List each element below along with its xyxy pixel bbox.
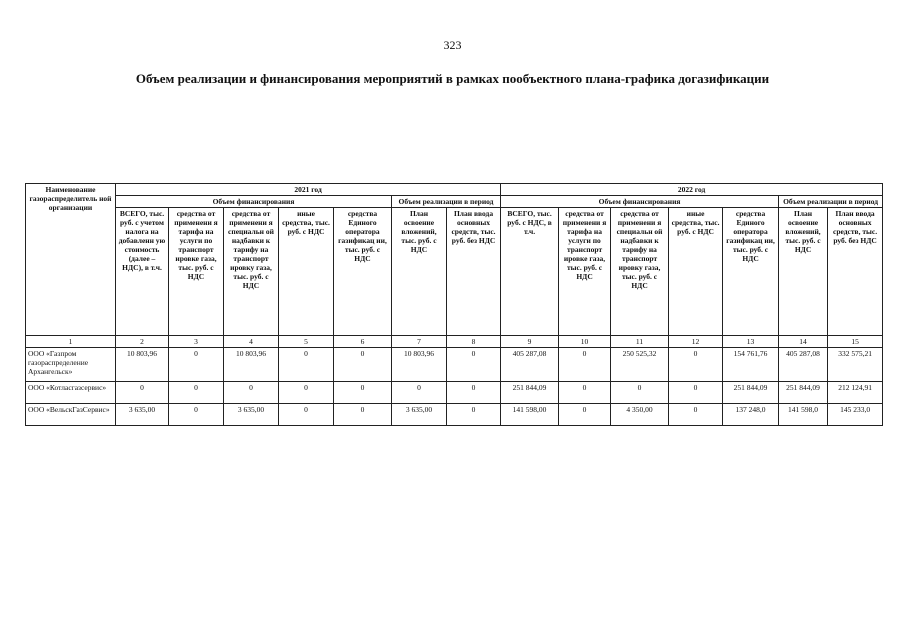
column-header: иные средства, тыс. руб. с НДС	[279, 208, 334, 336]
realization-group-header-2021: Объем реализации в период	[392, 196, 501, 208]
column-header: средства от применени я специальн ой надбавки к тарифу на транспорт ировку газа, тыс. руб. с НДС	[611, 208, 669, 336]
column-number: 2	[116, 336, 169, 348]
table-cell: 0	[559, 382, 611, 404]
year-header-row	[26, 184, 883, 196]
column-number: 1	[26, 336, 116, 348]
table-cell: 10 803,96	[116, 348, 169, 382]
table-cell: 0	[334, 382, 392, 404]
year-header-2021: 2021 год	[116, 184, 501, 196]
column-header: средства от применени я специальн ой надбавки к тарифу на транспорт ировку газа, тыс. руб. с НДС	[224, 208, 279, 336]
column-number: 5	[279, 336, 334, 348]
table-cell: 0	[447, 348, 501, 382]
column-number: 11	[611, 336, 669, 348]
financing-group-header-2021: Объем финансирования	[116, 196, 392, 208]
table-row	[26, 382, 883, 404]
document-title: Объем реализации и финансирования мероприятий в рамках пообъектного плана-графика догазификации	[135, 71, 770, 86]
table-cell: 0	[559, 404, 611, 426]
column-number: 8	[447, 336, 501, 348]
column-number: 10	[559, 336, 611, 348]
table-cell: 10 803,96	[392, 348, 447, 382]
table-row	[26, 404, 883, 426]
table-cell: 0	[224, 382, 279, 404]
column-header: План освоение вложений, тыс. руб. с НДС	[392, 208, 447, 336]
year-header-2022: 2022 год	[501, 184, 883, 196]
table-cell: 3 635,00	[116, 404, 169, 426]
table-row	[26, 348, 883, 382]
column-number-row	[26, 336, 883, 348]
column-number: 15	[828, 336, 883, 348]
table-cell: 250 525,32	[611, 348, 669, 382]
table-cell: 0	[559, 348, 611, 382]
table-cell: 0	[669, 382, 723, 404]
column-number: 3	[169, 336, 224, 348]
organization-name: ООО «Газпром газораспределение Архангельск»	[26, 348, 116, 382]
column-header: средства Единого оператора газификац ии, тыс. руб. с НДС	[334, 208, 392, 336]
column-header: План освоение вложений, тыс. руб. с НДС	[779, 208, 828, 336]
table-cell: 212 124,91	[828, 382, 883, 404]
table-cell: 0	[169, 382, 224, 404]
column-number: 9	[501, 336, 559, 348]
realization-group-header-2022: Объем реализации в период	[779, 196, 883, 208]
column-number: 6	[334, 336, 392, 348]
table-cell: 405 287,08	[779, 348, 828, 382]
table-cell: 332 575,21	[828, 348, 883, 382]
page-number: 323	[443, 38, 462, 52]
table-cell: 251 844,09	[779, 382, 828, 404]
table-cell: 251 844,09	[501, 382, 559, 404]
group-header-row	[26, 196, 883, 208]
table-cell: 251 844,09	[723, 382, 779, 404]
table-cell: 141 598,00	[501, 404, 559, 426]
table-cell: 10 803,96	[224, 348, 279, 382]
table-cell: 0	[279, 382, 334, 404]
table-cell: 405 287,08	[501, 348, 559, 382]
column-header: средства от применени я тарифа на услуги по транспорт ировке газа, тыс. руб. с НДС	[169, 208, 224, 336]
column-header: План ввода основных средств, тыс. руб. без НДС	[828, 208, 883, 336]
table-cell: 0	[669, 348, 723, 382]
column-header: План ввода основных средств, тыс. руб. без НДС	[447, 208, 501, 336]
table-cell: 0	[169, 348, 224, 382]
table-cell: 0	[392, 382, 447, 404]
column-header: ВСЕГО, тыс. руб. с НДС, в т.ч.	[501, 208, 559, 336]
table-cell: 0	[116, 382, 169, 404]
table-cell: 0	[447, 404, 501, 426]
organization-column-header: Наименование газораспределитель ной организации	[26, 184, 116, 336]
column-header: ВСЕГО, тыс. руб. с учетом налога на добавленн ую стоимость (далее – НДС), в т.ч.	[116, 208, 169, 336]
organization-name: ООО «ВельскГазСервис»	[26, 404, 116, 426]
table-cell: 154 761,76	[723, 348, 779, 382]
column-header: иные средства, тыс. руб. с НДС	[669, 208, 723, 336]
table-cell: 0	[169, 404, 224, 426]
table-cell: 0	[334, 404, 392, 426]
column-number: 12	[669, 336, 723, 348]
table-cell: 0	[611, 382, 669, 404]
financing-group-header-2022: Объем финансирования	[501, 196, 779, 208]
column-number: 4	[224, 336, 279, 348]
table-cell: 0	[279, 348, 334, 382]
table-cell: 0	[447, 382, 501, 404]
sub-header-row	[26, 208, 883, 336]
column-number: 7	[392, 336, 447, 348]
table-cell: 0	[669, 404, 723, 426]
table-cell: 145 233,0	[828, 404, 883, 426]
table-cell: 3 635,00	[224, 404, 279, 426]
table-cell: 4 350,00	[611, 404, 669, 426]
table-cell: 0	[334, 348, 392, 382]
table-cell: 141 598,0	[779, 404, 828, 426]
table-cell: 3 635,00	[392, 404, 447, 426]
column-header: средства от применени я тарифа на услуги по транспорт ировке газа, тыс. руб. с НДС	[559, 208, 611, 336]
organization-name: ООО «Котласгазсервис»	[26, 382, 116, 404]
table-cell: 137 248,0	[723, 404, 779, 426]
table-cell: 0	[279, 404, 334, 426]
column-number: 14	[779, 336, 828, 348]
column-header: средства Единого оператора газификац ии, тыс. руб. с НДС	[723, 208, 779, 336]
column-number: 13	[723, 336, 779, 348]
financing-table	[25, 183, 883, 426]
